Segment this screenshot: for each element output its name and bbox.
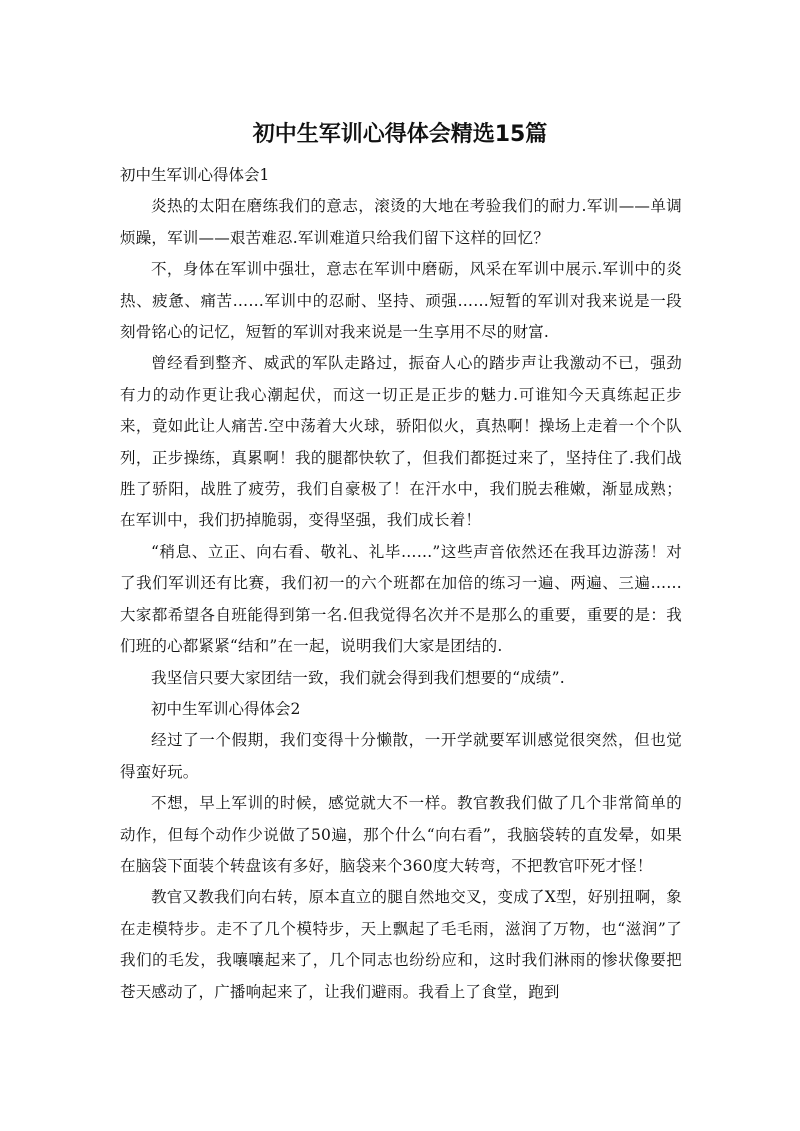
paragraph: 炎热的太阳在磨练我们的意志，滚烫的大地在考验我们的耐力.军训——单调烦躁，军训——艰苦难忍.军训难道只给我们留下这样的回忆？ xyxy=(120,197,682,247)
paragraph: “稍息、立正、向右看、敬礼、礼毕……”这些声音依然还在我耳边游荡！对了我们军训还有比赛，我们初一的六个班都在加倍的练习一遍、两遍、三遍……大家都希望各自班能得到第一名.但我觉得名次并不是那么的重要，重要的是：我们班的心都紧紧“结和”在一起，说明我们大家是团结的. xyxy=(120,542,682,656)
section-heading: 初中生军训心得体会2 xyxy=(151,699,301,718)
paragraph: 经过了一个假期，我们变得十分懒散，一开学就要军训感觉很突然，但也觉得蛮好玩。 xyxy=(120,731,682,781)
paragraph: 曾经看到整齐、威武的军队走路过，振奋人心的踏步声让我激动不已，强劲有力的动作更让我心潮起伏，而这一切正是正步的魅力.可谁知今天真练起正步来，竟如此让人痛苦.空中荡着大火球，骄阳似火，真热啊！操场上走着一个个队列，正步操练，真累啊！我的腿都快软了，但我们都挺过来了，坚持住了.我们战胜了骄阳，战胜了疲劳，我们自豪极了！在汗水中，我们脱去稚嫩，渐显成熟；在军训中，我们扔掉脆弱，变得坚强，我们成长着！ xyxy=(120,354,682,530)
paragraph: 不，身体在军训中强壮，意志在军训中磨砺，风采在军训中展示.军训中的炎热、疲惫、痛苦……军训中的忍耐、坚持、顽强……短暂的军训对我来说是一段刻骨铭心的记忆，短暂的军训对我来说是一生享用不尽的财富. xyxy=(120,260,682,342)
document-body xyxy=(120,160,682,1008)
paragraph: 我坚信只要大家团结一致，我们就会得到我们想要的“成绩”. xyxy=(151,668,565,687)
paragraph: 教官又教我们向右转，原本直立的腿自然地交叉，变成了X型，好别扭啊，象在走模特步。走不了几个模特步，天上飘起了毛毛雨，滋润了万物，也“滋润”了我们的毛发，我嚷嚷起来了，几个同志也纷纷应和，这时我们淋雨的惨状像要把苍天感动了，广播响起来了，让我们避雨。我看上了食堂，跑到 xyxy=(120,888,682,1001)
paragraph: 不想，早上军训的时候，感觉就大不一样。教官教我们做了几个非常简单的动作，但每个动作少说做了50遍，那个什么“向右看”，我脑袋转的直发晕，如果在脑袋下面装个转盘该有多好，脑袋来个360度大转弯，不把教官吓死才怪！ xyxy=(120,794,682,875)
section-heading: 初中生军训心得体会1 xyxy=(120,166,270,184)
document-title: 初中生军训心得体会精选15篇 xyxy=(252,122,548,147)
